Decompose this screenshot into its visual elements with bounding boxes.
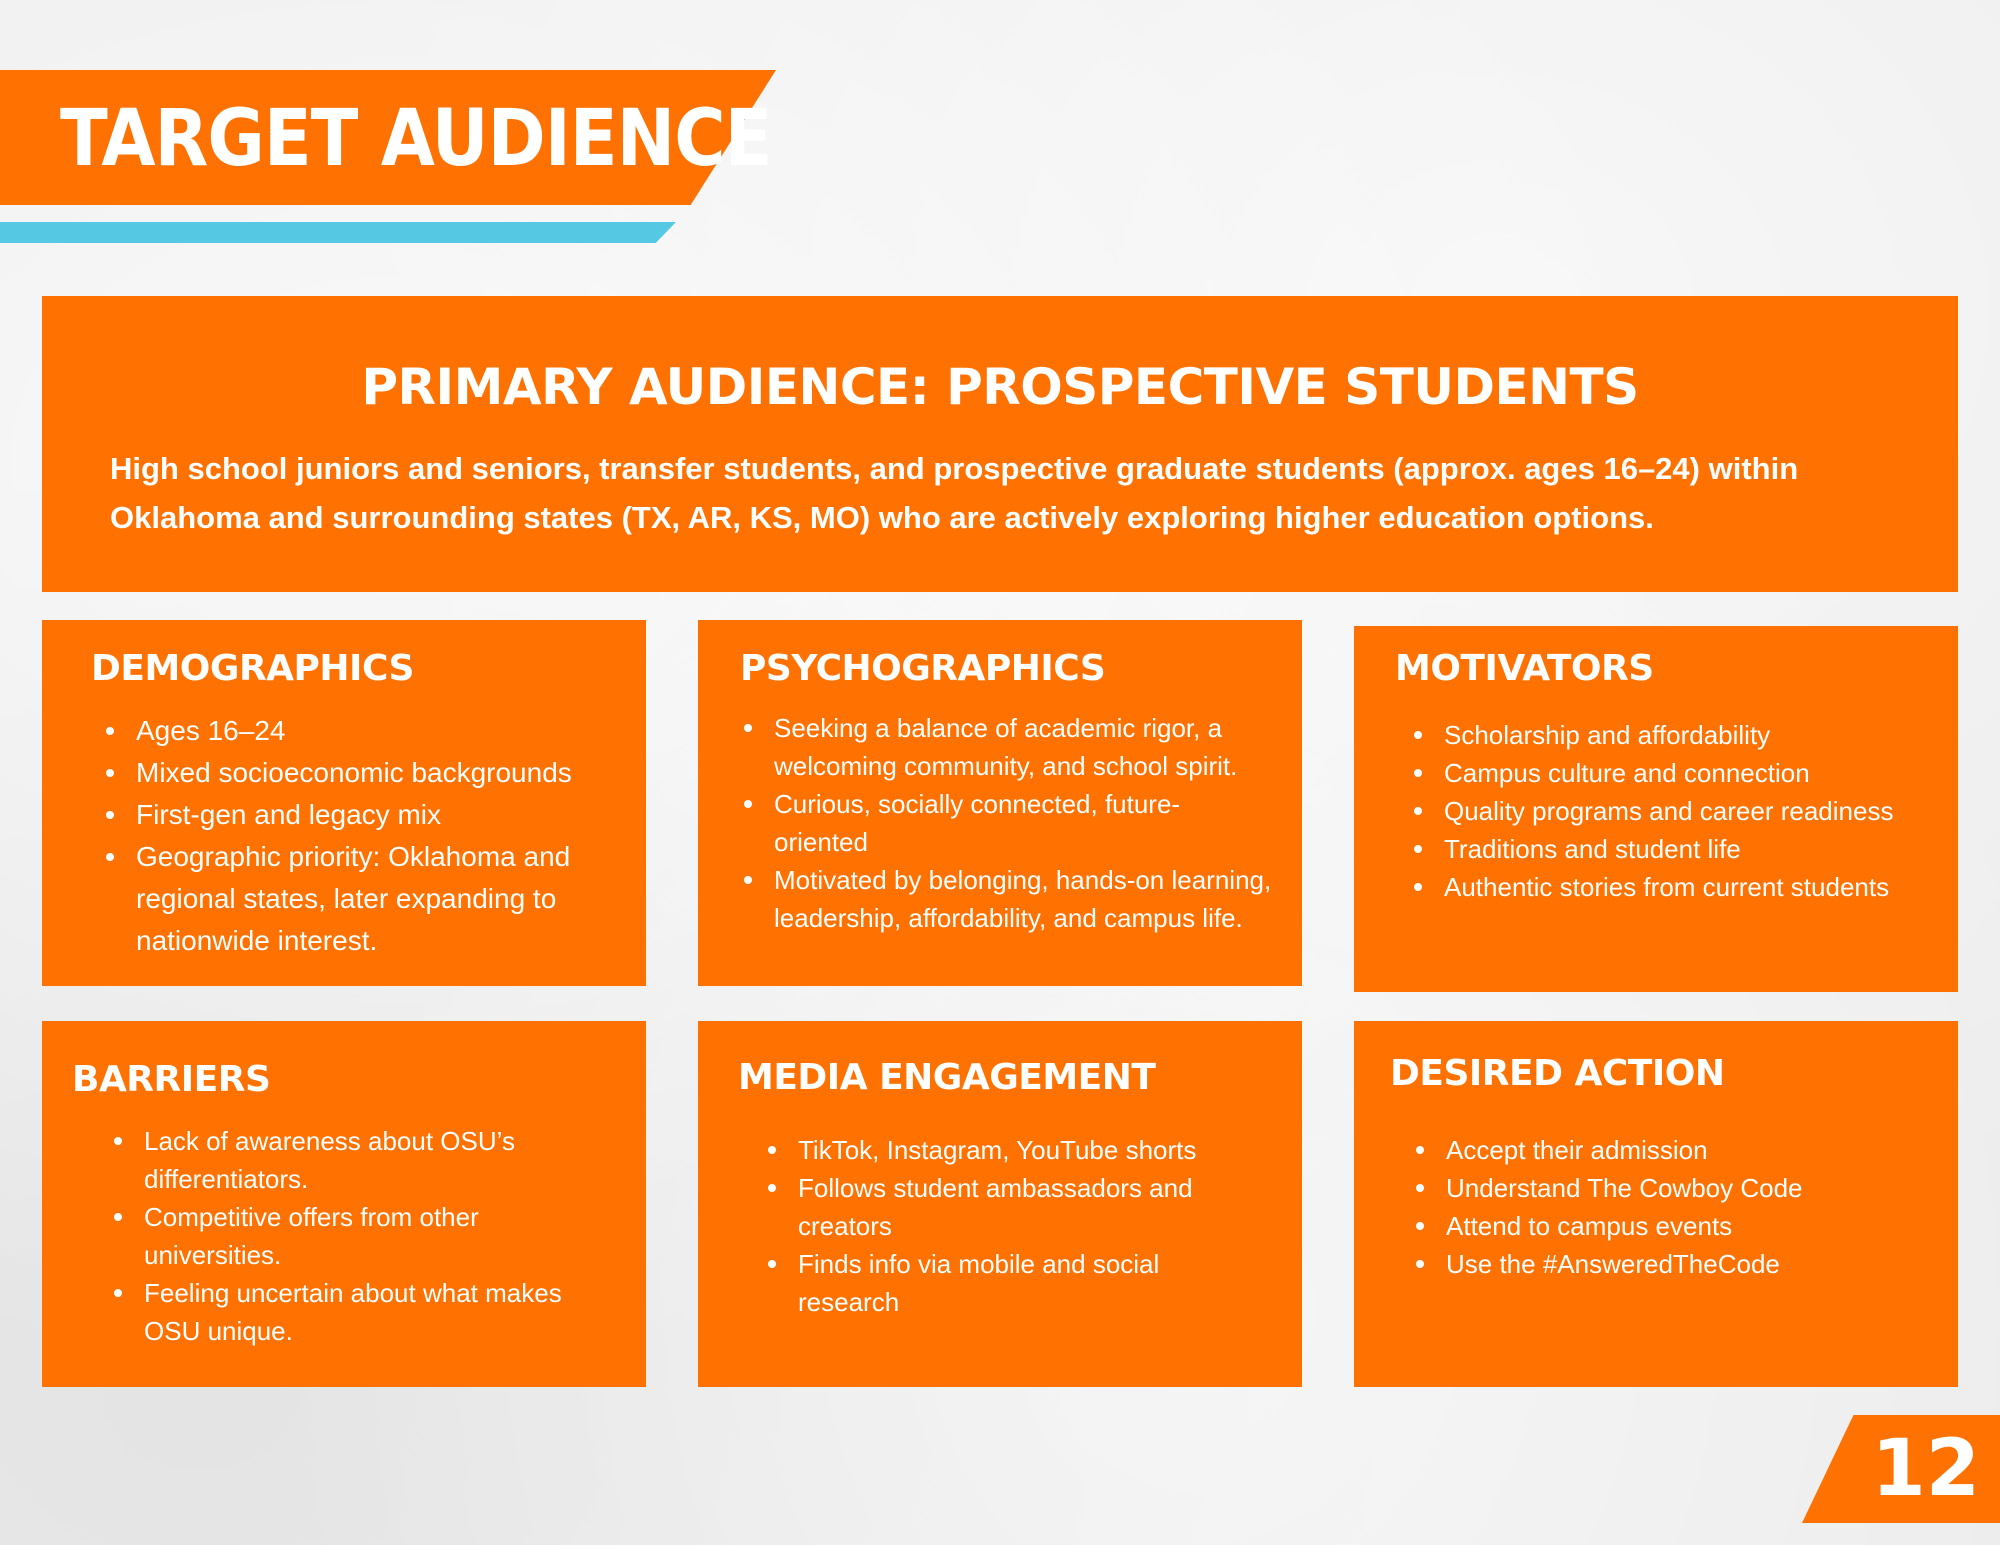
list-item: TikTok, Instagram, YouTube shorts: [766, 1131, 1266, 1169]
list-item: Accept their admission: [1414, 1131, 1934, 1169]
list-item: Ages 16–24: [104, 710, 614, 752]
list-item: Lack of awareness about OSU’s differentiators.: [112, 1122, 612, 1198]
motivators-card: [1354, 626, 1958, 992]
list-item: Authentic stories from current students: [1412, 868, 1942, 906]
list-item: Follows student ambassadors and creators: [766, 1169, 1266, 1245]
psychographics-title: PSYCHOGRAPHICS: [740, 648, 1106, 689]
list-item: Use the #AnsweredTheCode: [1414, 1245, 1934, 1283]
motivators-title: MOTIVATORS: [1395, 648, 1654, 689]
header-accent-stripe: [0, 222, 676, 243]
desired-action-card: [1354, 1021, 1958, 1387]
page-number: 12: [1871, 1424, 1980, 1514]
primary-audience-title: PRIMARY AUDIENCE: PROSPECTIVE STUDENTS: [361, 358, 1639, 416]
psychographics-card: [698, 620, 1302, 986]
barriers-card: [42, 1021, 646, 1387]
psychographics-list: [742, 709, 1272, 937]
page-title: TARGET AUDIENCE: [60, 92, 772, 184]
media-engagement-card: [698, 1021, 1302, 1387]
barriers-list: [112, 1122, 612, 1350]
list-item: Traditions and student life: [1412, 830, 1942, 868]
list-item: Seeking a balance of academic rigor, a welcoming community, and school spirit.: [742, 709, 1272, 785]
list-item: Geographic priority: Oklahoma and regional states, later expanding to nationwide interest.: [104, 836, 614, 962]
motivators-list: [1412, 716, 1942, 906]
list-item: Feeling uncertain about what makes OSU unique.: [112, 1274, 612, 1350]
list-item: Mixed socioeconomic backgrounds: [104, 752, 614, 794]
media-engagement-title: MEDIA ENGAGEMENT: [738, 1057, 1156, 1098]
demographics-list: [104, 710, 614, 962]
media-engagement-list: [766, 1131, 1266, 1321]
demographics-card: [42, 620, 646, 986]
primary-audience-box: [42, 296, 1958, 592]
list-item: First-gen and legacy mix: [104, 794, 614, 836]
list-item: Campus culture and connection: [1412, 754, 1942, 792]
list-item: Quality programs and career readiness: [1412, 792, 1942, 830]
list-item: Curious, socially connected, future-oriented: [742, 785, 1272, 861]
list-item: Motivated by belonging, hands-on learning, leadership, affordability, and campus life.: [742, 861, 1272, 937]
list-item: Finds info via mobile and social research: [766, 1245, 1266, 1321]
primary-audience-description: High school juniors and seniors, transfer students, and prospective graduate students (approx. ages 16–24) within Oklahoma and surrounding states (TX, AR, KS, MO) who are actively exploring higher education options.: [110, 451, 1799, 535]
list-item: Attend to campus events: [1414, 1207, 1934, 1245]
list-item: Understand The Cowboy Code: [1414, 1169, 1934, 1207]
barriers-title: BARRIERS: [72, 1059, 271, 1100]
list-item: Competitive offers from other universities.: [112, 1198, 612, 1274]
demographics-title: DEMOGRAPHICS: [91, 648, 414, 689]
desired-action-title: DESIRED ACTION: [1390, 1053, 1725, 1094]
desired-action-list: [1414, 1131, 1934, 1283]
list-item: Scholarship and affordability: [1412, 716, 1942, 754]
